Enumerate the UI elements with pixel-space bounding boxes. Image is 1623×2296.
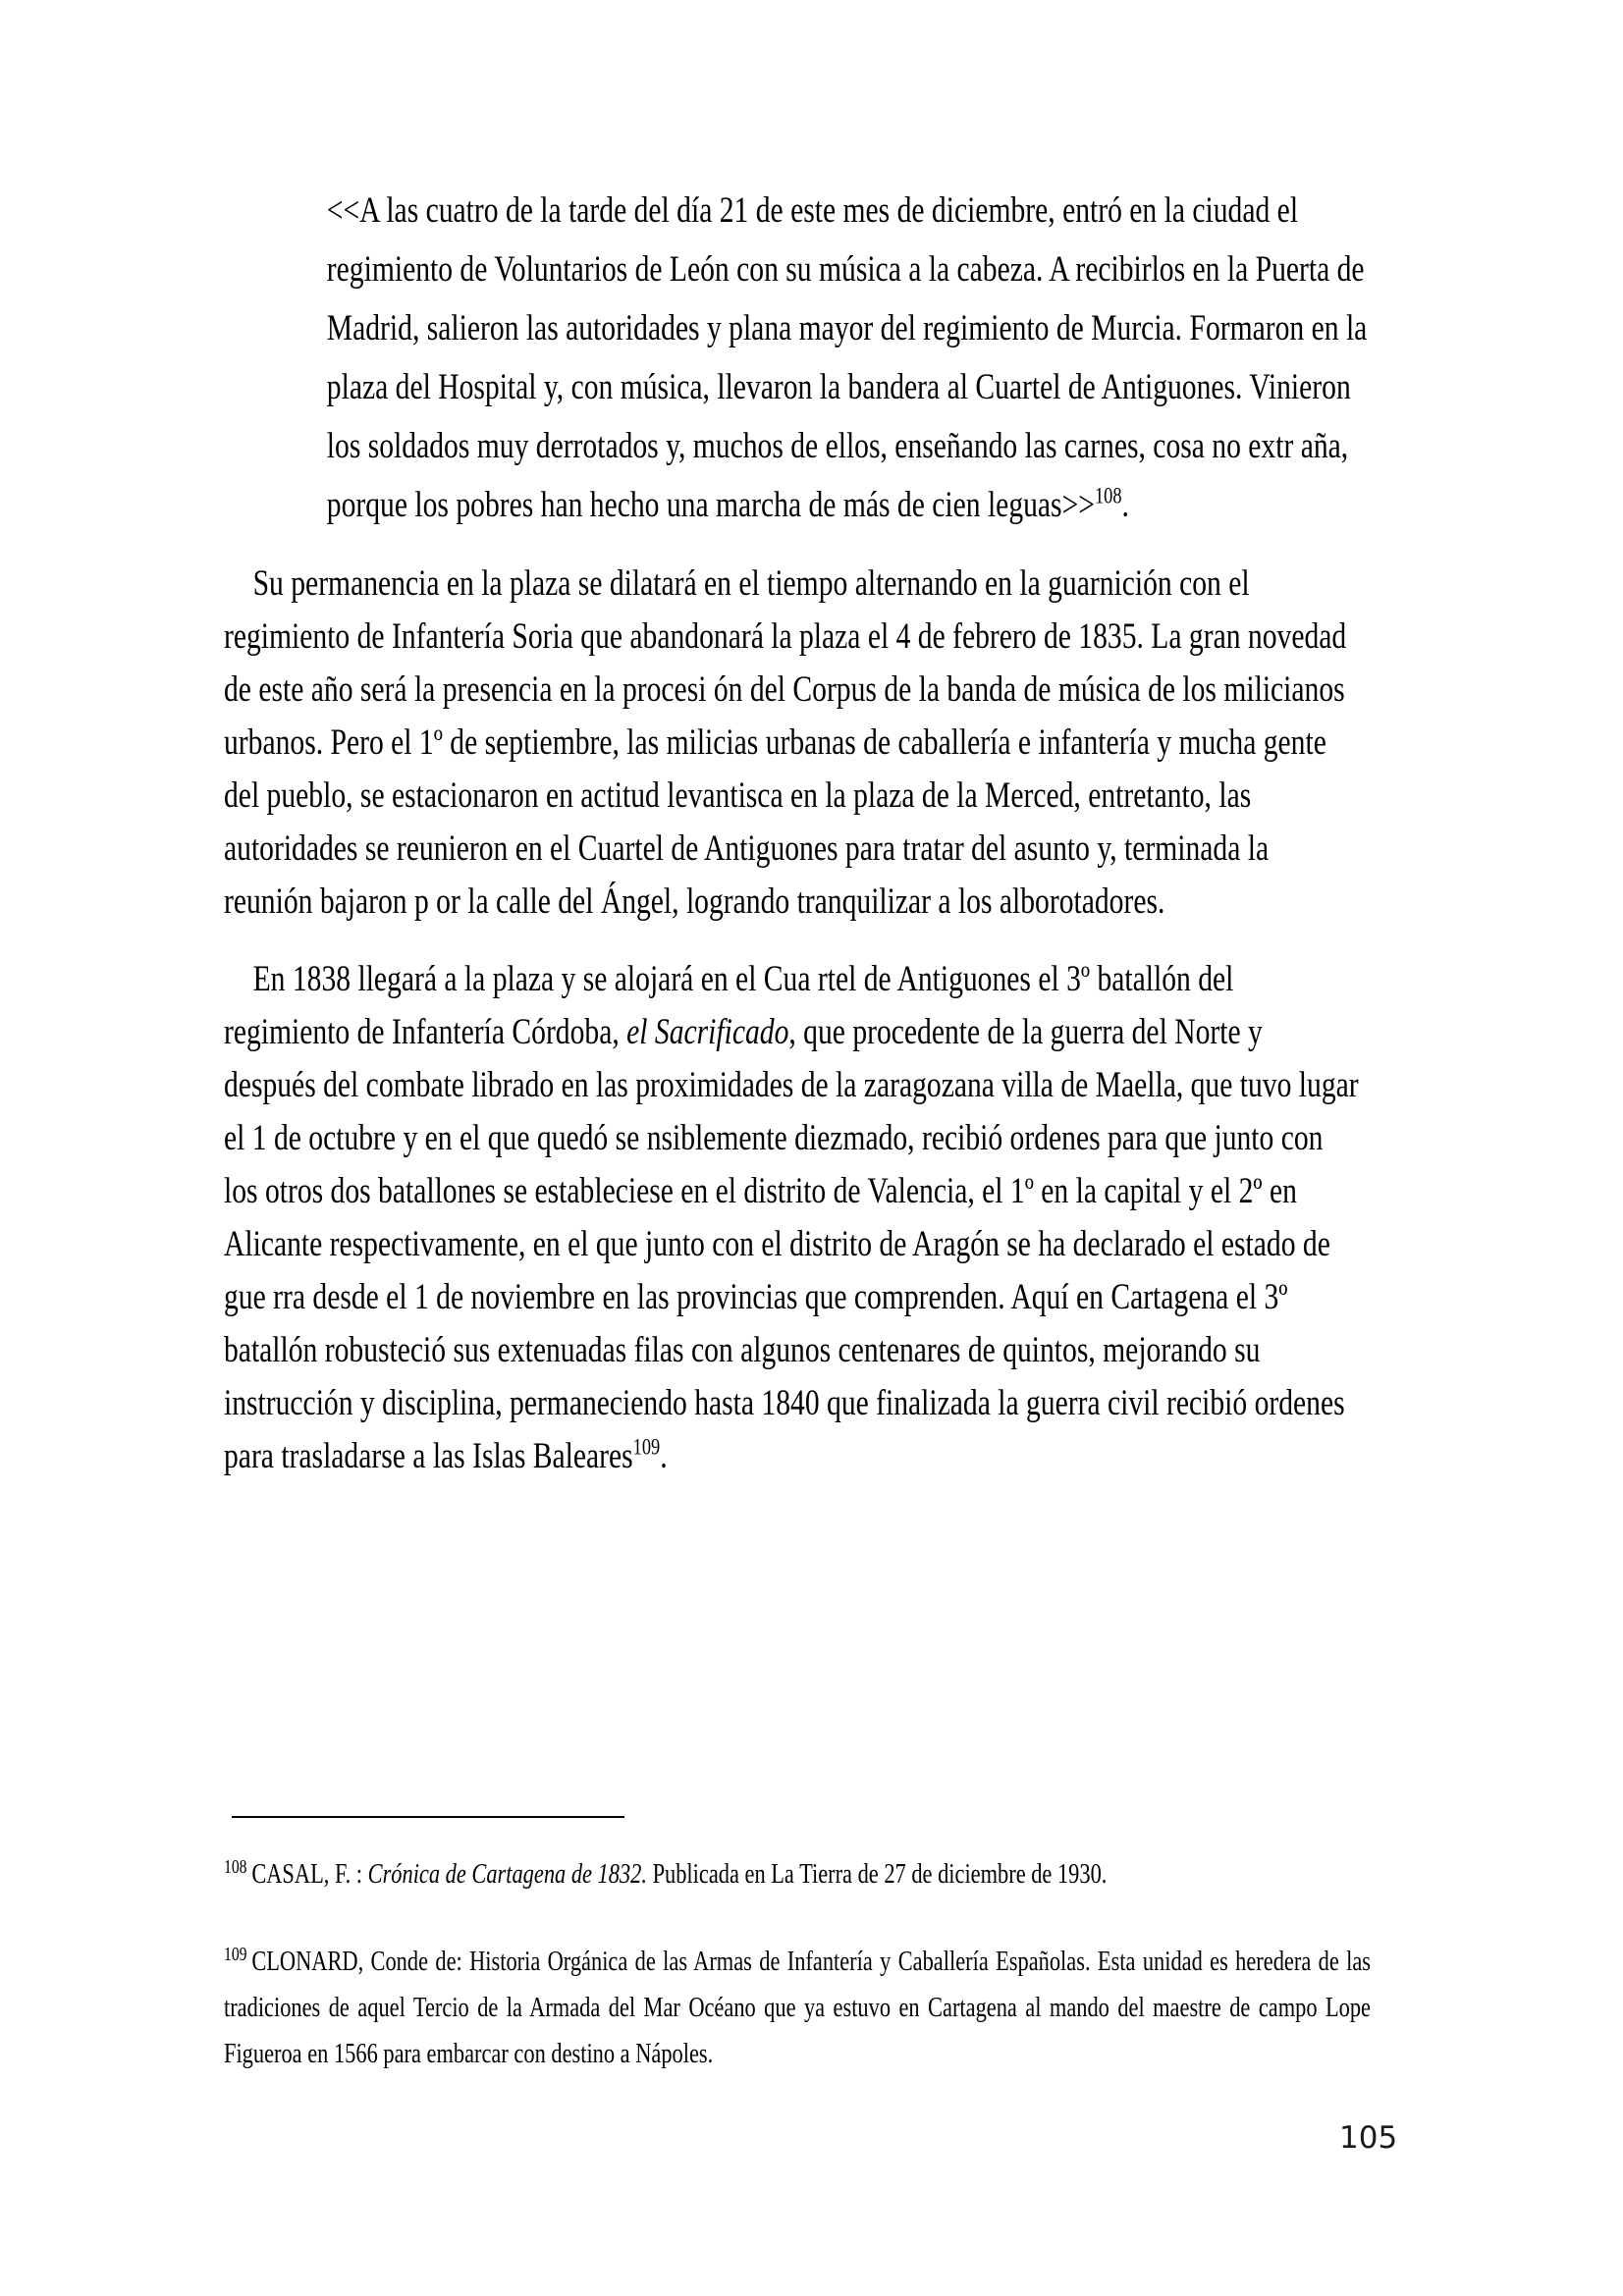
paragraph-2	[224, 953, 1359, 1483]
paragraph-1-text: Su permanencia en la plaza se dilatará en el tiempo alternando en la guarnición con el regimiento de Infantería Soria que abandonará la plaza el 4 de febrero de 1835. La gran novedad de este año será la presencia en la procesi ón del Corpus de la banda de música de los milicianos urbanos. Pero el 1º de septiembre, las milicias urbanas de caballería e infantería y mucha gente del pueblo, se estacionaron en actitud levantisca en la plaza de la Merced, entretanto, las autoridades se reunieron en el Cuartel de Antiguones para tratar del asunto y, terminada la reunión bajaron p or la calle del Ángel, logrando tranquilizar a los alborotadores.	[224, 563, 1347, 922]
footnote-108-rest: Publicada en La Tierra de 27 de diciembre de 1930.	[646, 1859, 1108, 1890]
paragraph-2-suffix: .	[660, 1436, 668, 1476]
main-text-column	[224, 182, 1371, 1483]
page-number: 105	[1339, 2120, 1398, 2156]
blockquote-suffix: .	[1121, 485, 1129, 525]
paragraph-1	[224, 558, 1359, 929]
blockquote	[327, 182, 1372, 535]
footnote-109-marker: 109	[224, 1944, 247, 1965]
footnote-108-marker: 108	[224, 1856, 247, 1878]
footnote-109	[224, 1939, 1371, 2077]
footnote-108	[224, 1851, 1375, 1897]
footnote-separator	[232, 1816, 624, 1818]
footnote-ref-109: 109	[632, 1434, 661, 1460]
footnote-109-text: CLONARD, Conde de: Historia Orgánica de las Armas de Infantería y Caballería Españolas. Esta unidad es heredera de las tradiciones de aquel Tercio de la Armada del Mar Océano que ya estuvo en Cartagena al mando del maestre de campo Lope Figueroa en 1566 para embarcar con destino a Nápoles.	[224, 1947, 1371, 2069]
blockquote-text: <<A las cuatro de la tarde del día 21 de este mes de diciembre, entró en la ciudad el regimiento de Voluntarios de León con su música a la cabeza. A recibirlos en la Puerta de Madrid, salieron las autoridades y plana mayor del regimiento de Murcia. Formaron en la plaza del Hospital y, con música, llevaron la bandera al Cuartel de Antiguones. Vinieron los soldados muy derrotados y, muchos de ellos, enseñando las carnes, cosa no extr aña, porque los pobres han hecho una marcha de más de cien leguas>>	[326, 190, 1368, 525]
footnote-ref-108: 108	[1094, 483, 1122, 508]
paragraph-2-run1: En 1838 llegará a la plaza y se alojará en el Cua rtel de Antiguones el 3º batallón del regimiento de Infantería Córdoba,	[224, 959, 1234, 1052]
paragraph-2-run2: , que procedente de la guerra del Norte y después del combate librado en las proximidades de la zaragozana villa de Maella, que tuvo lugar el 1 de octubre y en el que quedó se nsiblemente diezmado, recibió ordenes para que junto con los otros dos batallones se estableciese en el distrito de Valencia, el 1º en la capital y el 2º en Alicante respectivamente, en el que junto con el distrito de Aragón se ha declarado el estado de gue rra desde el 1 de noviembre en las provincias que comprenden. Aquí en Cartagena el 3º batallón robusteció sus extenuadas filas con algunos centenares de quintos, mejorando su instrucción y disciplina, permaneciendo hasta 1840 que finalizada la guerra civil recibió ordenes para trasladarse a las Islas Baleares	[224, 1012, 1359, 1476]
paragraph-2-italic-title: el Sacrificado	[626, 1012, 789, 1052]
footnote-108-italic-title: Crónica de Cartagena de 1832.	[367, 1859, 647, 1890]
footnotes-section	[224, 1816, 1375, 2077]
footnote-108-prefix: CASAL, F. :	[251, 1859, 368, 1890]
